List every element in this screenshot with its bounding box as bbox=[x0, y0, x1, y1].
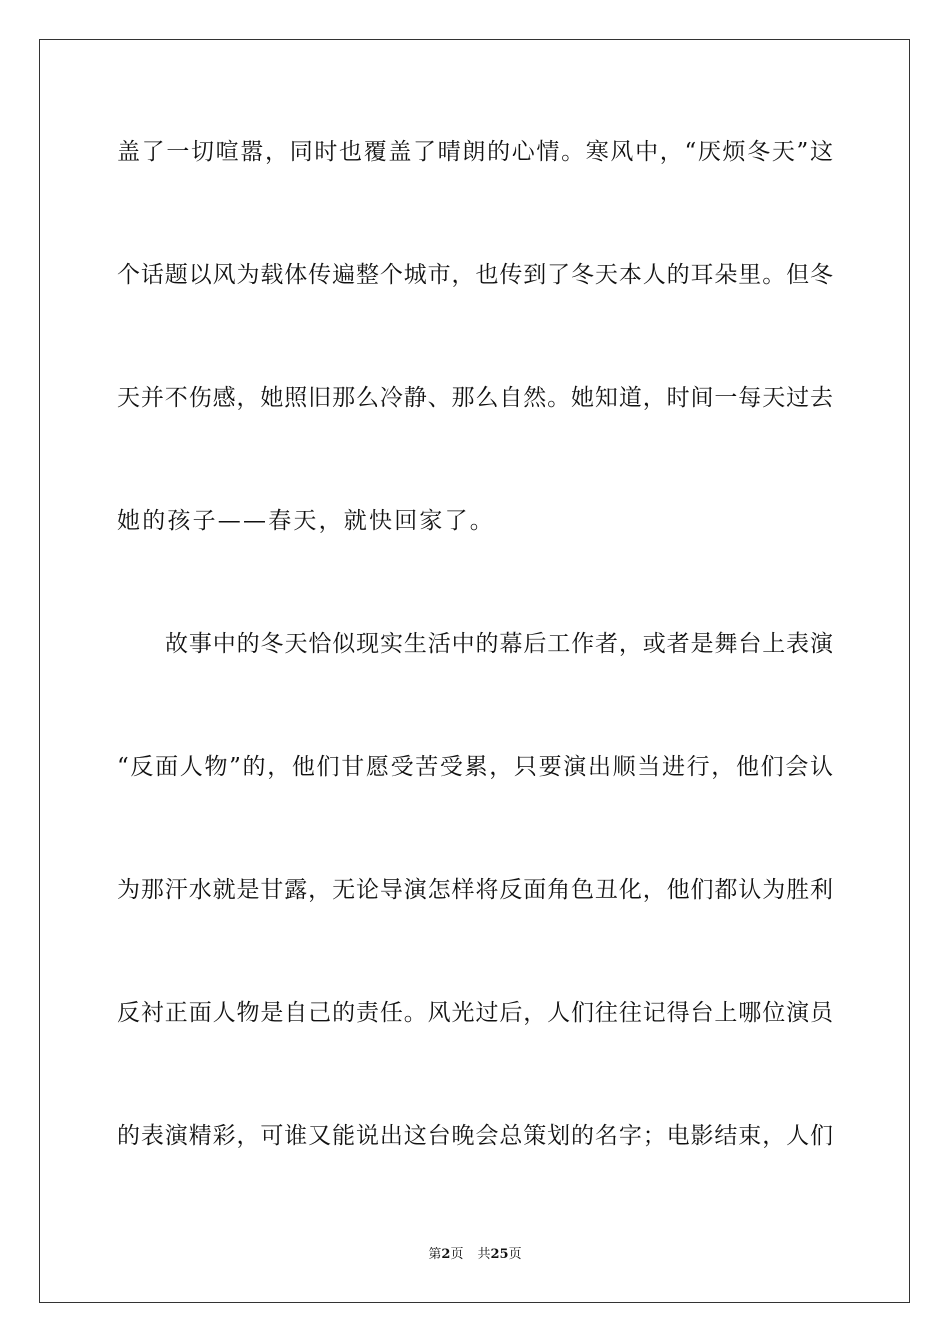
footer-page-prefix: 第 bbox=[428, 1247, 442, 1262]
paragraph-2-first-line: 故事中的冬天恰似现实生活中的幕后工作者，或者是舞台上表演 bbox=[165, 631, 833, 657]
text-line-9: 的表演精彩，可谁又能说出这台晚会总策划的名字；电影结束，人们 bbox=[117, 1123, 833, 1149]
page-footer bbox=[0, 1246, 950, 1264]
footer-total-suffix: 页 bbox=[508, 1247, 522, 1262]
page-frame bbox=[39, 39, 910, 1303]
text-line-2: 个话题以风为载体传遍整个城市，也传到了冬天本人的耳朵里。但冬 bbox=[117, 262, 833, 288]
text-line-4: 她的孩子——春天，就快回家了。 bbox=[117, 508, 495, 534]
text-line-1: 盖了一切喧嚣，同时也覆盖了晴朗的心情。寒风中，“厌烦冬天”这 bbox=[117, 139, 833, 165]
text-line-8: 反衬正面人物是自己的责任。风光过后，人们往往记得台上哪位演员 bbox=[117, 1000, 833, 1026]
footer-total-pages: 25 bbox=[490, 1247, 509, 1262]
footer-total-prefix: 共 bbox=[477, 1247, 491, 1262]
text-line-7: 为那汗水就是甘露，无论导演怎样将反面角色丑化，他们都认为胜利 bbox=[117, 877, 833, 903]
footer-page-number: 2 bbox=[441, 1247, 451, 1262]
footer-page-suffix: 页 bbox=[450, 1247, 464, 1262]
text-line-6: “反面人物”的，他们甘愿受苦受累，只要演出顺当进行，他们会认 bbox=[117, 754, 833, 780]
text-line-3: 天并不伤感，她照旧那么冷静、那么自然。她知道，时间一每天过去 bbox=[117, 385, 833, 411]
